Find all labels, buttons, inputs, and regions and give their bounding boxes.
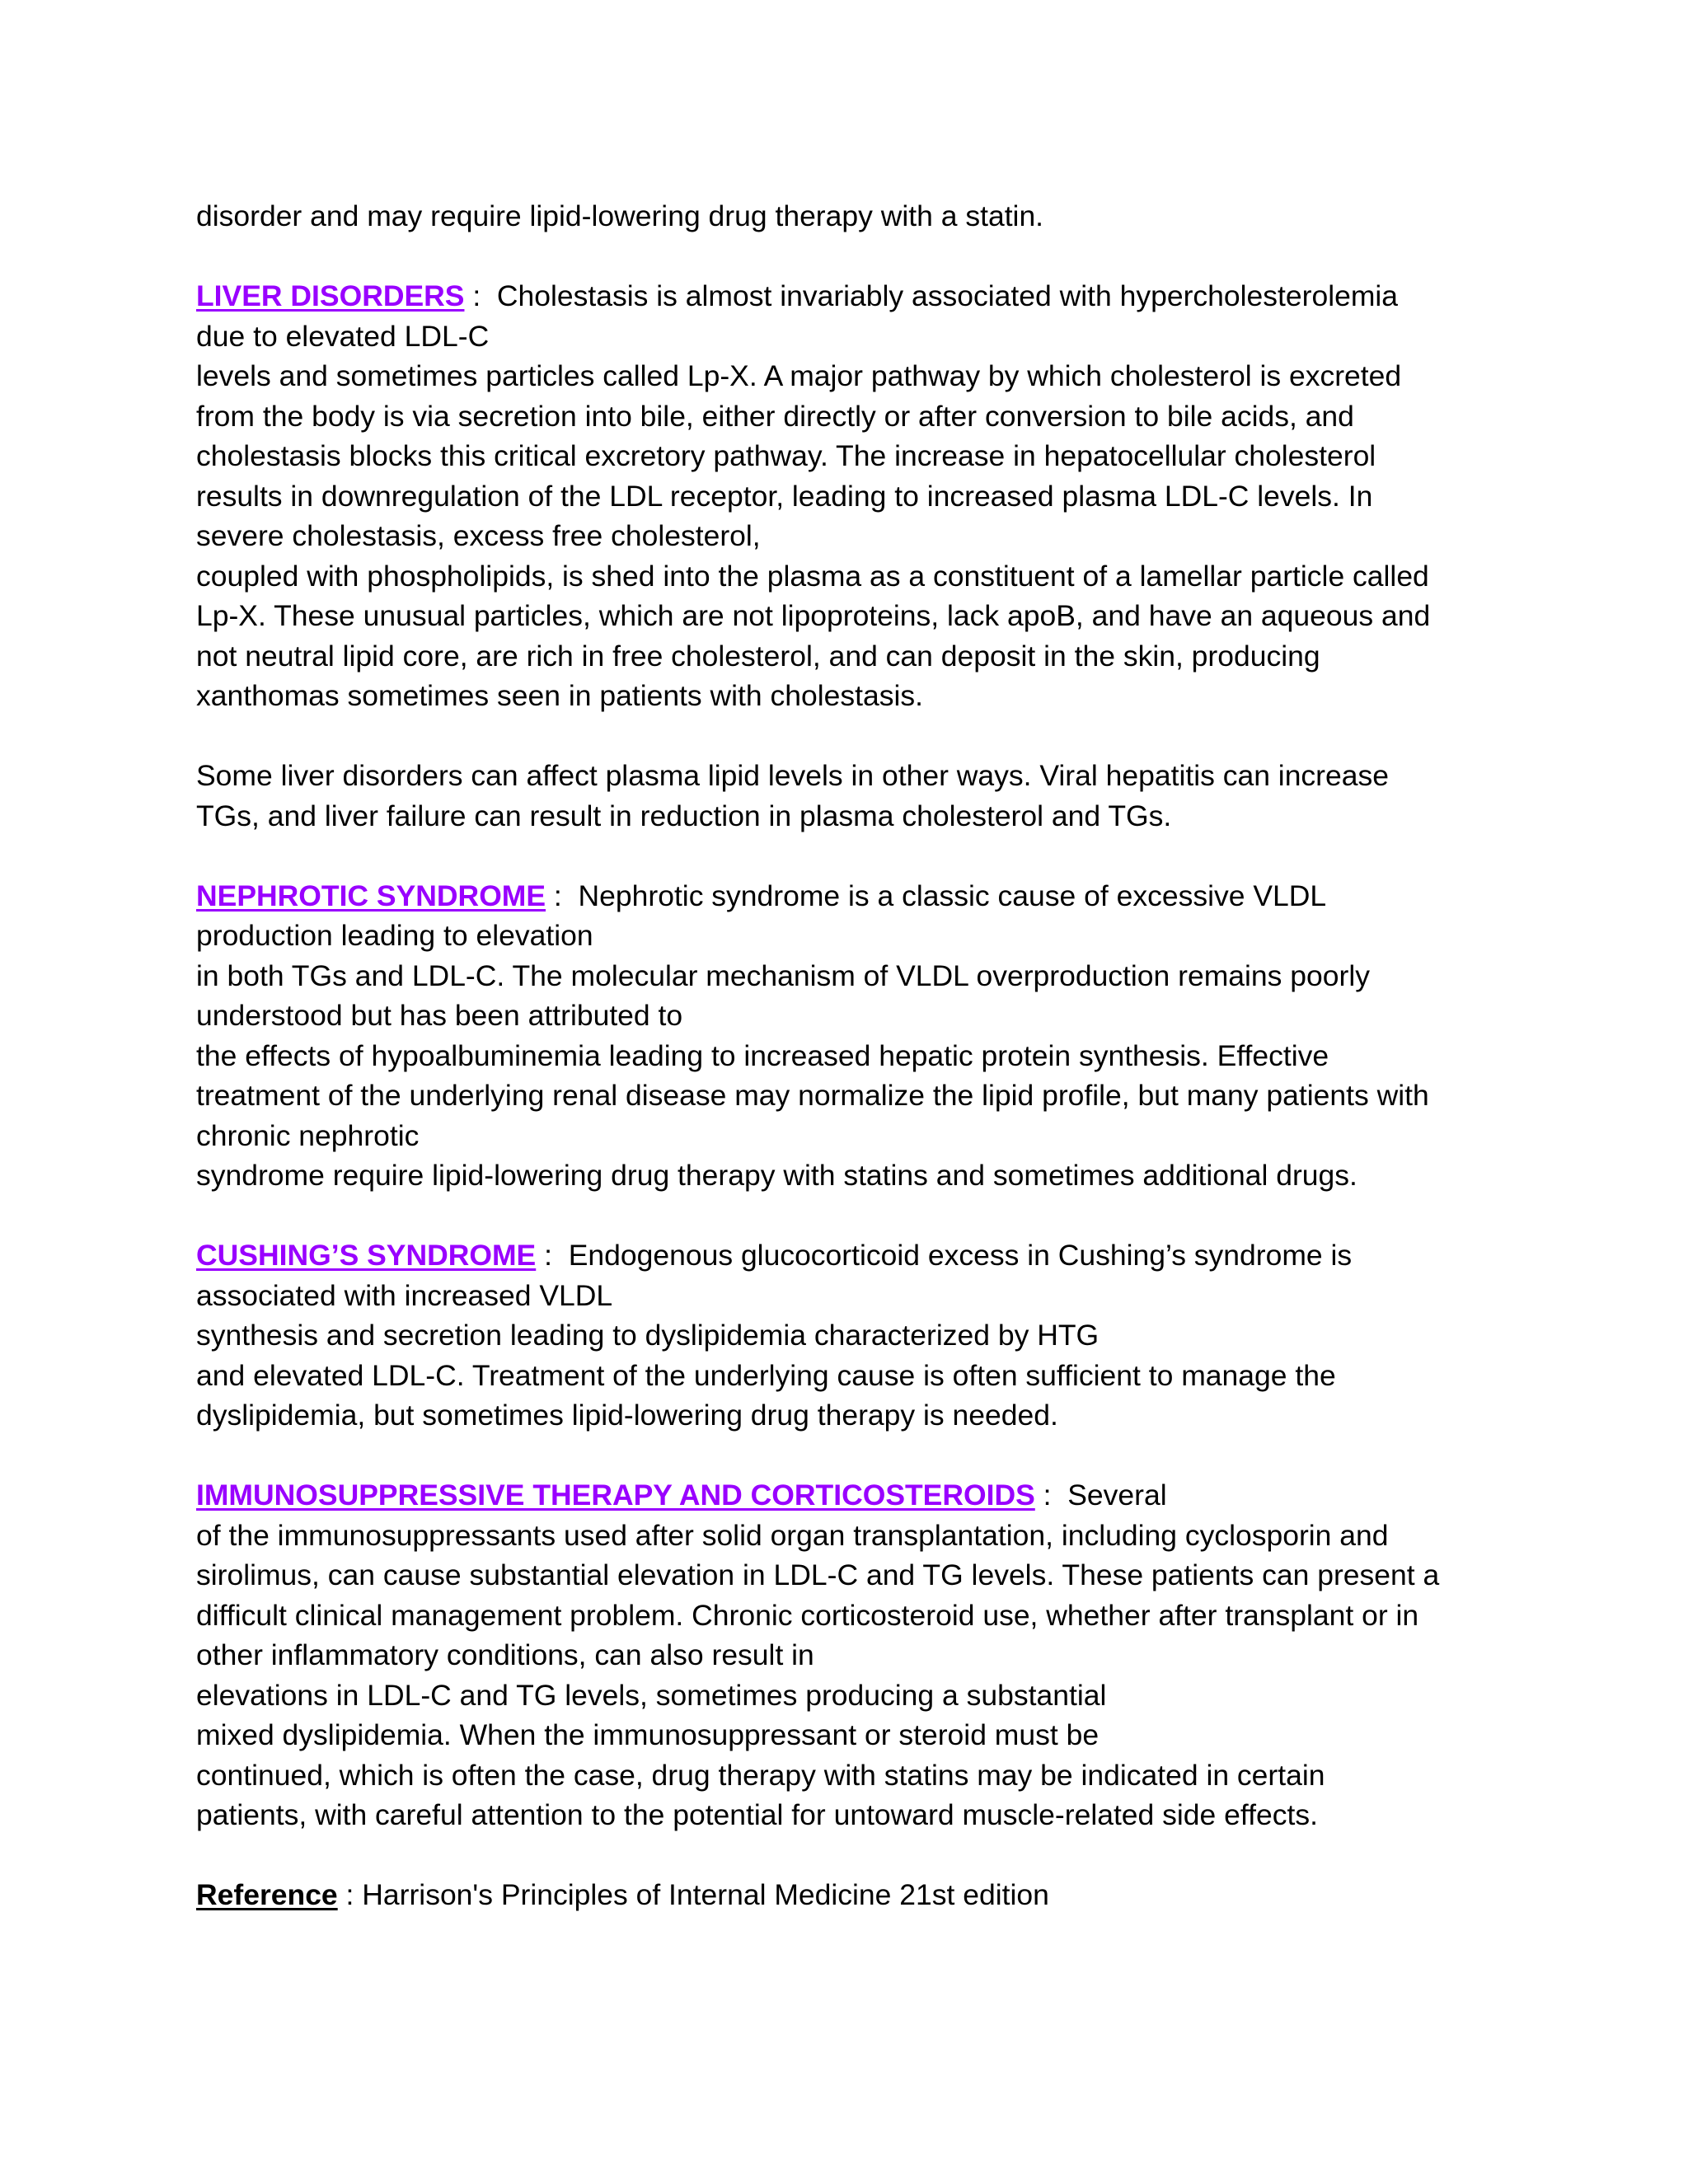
- nephrotic-text-line: Nephrotic syndrome is a classic cause of excessive VLDL: [578, 879, 1327, 912]
- liver-text-line: levels and sometimes particles called Lp-X. A major pathway by which cholesterol is excreted: [196, 359, 1402, 392]
- liver-disorders-heading-link[interactable]: LIVER DISORDERS: [196, 279, 465, 312]
- liver-text-line: due to elevated LDL-C: [196, 319, 490, 353]
- immuno-text-line: patients, with careful attention to the potential for untoward muscle-related side effects.: [196, 1798, 1318, 1831]
- cushing-text-line: Endogenous glucocorticoid excess in Cushing’s syndrome is: [568, 1239, 1353, 1272]
- immuno-text-line: mixed dyslipidemia. When the immunosuppressant or steroid must be: [196, 1718, 1100, 1751]
- nephrotic-syndrome-heading-link[interactable]: NEPHROTIC SYNDROME: [196, 879, 546, 912]
- nephrotic-heading-line: [196, 876, 1515, 916]
- cushing-text-line: synthesis and secretion leading to dyslipidemia characterized by HTG: [196, 1319, 1100, 1352]
- liver-text-line: Cholestasis is almost invariably associated with hypercholesterolemia: [496, 279, 1399, 312]
- nephrotic-text-line: treatment of the underlying renal disease may normalize the lipid profile, but many patients with: [196, 1079, 1429, 1112]
- immuno-text-line: other inflammatory conditions, can also result in: [196, 1638, 814, 1671]
- nephrotic-text-line: in both TGs and LDL-C. The molecular mechanism of VLDL overproduction remains poorly: [196, 958, 1370, 992]
- liver-text-line: cholestasis blocks this critical excretory pathway. The increase in hepatocellular cholesterol: [196, 439, 1376, 472]
- cushing-text-line: and elevated LDL-C. Treatment of the underlying cause is often sufficient to manage the: [196, 1358, 1336, 1392]
- immunosuppressive-therapy-heading-link[interactable]: IMMUNOSUPPRESSIVE THERAPY AND CORTICOSTEROIDS: [196, 1479, 1035, 1511]
- cushings-syndrome-heading-link[interactable]: CUSHING’S SYNDROME: [196, 1239, 537, 1272]
- reference-separator: :: [337, 1878, 363, 1911]
- liver-heading-line: [196, 276, 1515, 316]
- immuno-text-line: sirolimus, can cause substantial elevation in LDL-C and TG levels. These patients can present a: [196, 1558, 1440, 1591]
- paragraph-gap: [196, 1436, 1515, 1476]
- paragraph-gap: [196, 237, 1515, 277]
- nephrotic-text-line: the effects of hypoalbuminemia leading to increased hepatic protein synthesis. Effective: [196, 1038, 1329, 1072]
- immuno-text-line: continued, which is often the case, drug therapy with statins may be indicated in certain: [196, 1758, 1325, 1792]
- liver-text-line: not neutral lipid core, are rich in free cholesterol, and can deposit in the skin, producing: [196, 639, 1320, 673]
- paragraph-gap: [196, 716, 1515, 757]
- heading-separator: :: [546, 879, 579, 912]
- liver-extra-line: TGs, and liver failure can result in reduction in plasma cholesterol and TGs.: [196, 799, 1172, 832]
- liver-text-line: from the body is via secretion into bile, either directly or after conversion to bile acids, and: [196, 399, 1354, 433]
- immuno-text-line: elevations in LDL-C and TG levels, sometimes producing a substantial: [196, 1678, 1107, 1712]
- nephrotic-text-line: understood but has been attributed to: [196, 999, 683, 1032]
- liver-text-line: severe cholestasis, excess free cholesterol,: [196, 519, 761, 552]
- liver-extra-line: Some liver disorders can affect plasma lipid levels in other ways. Viral hepatitis can increase: [196, 759, 1389, 792]
- heading-separator: :: [1034, 1479, 1068, 1511]
- reference-line: [196, 1875, 1515, 1915]
- immuno-text-line: Several: [1067, 1479, 1167, 1511]
- cushing-text-line: associated with increased VLDL: [196, 1278, 613, 1312]
- intro-line: disorder and may require lipid-lowering drug therapy with a statin.: [196, 199, 1044, 232]
- immuno-text-line: of the immunosuppressants used after solid organ transplantation, including cyclosporin and: [196, 1518, 1389, 1552]
- paragraph-gap: [196, 836, 1515, 876]
- cushing-text-line: dyslipidemia, but sometimes lipid-lowering drug therapy is needed.: [196, 1399, 1058, 1432]
- nephrotic-text-line: syndrome require lipid-lowering drug therapy with statins and sometimes additional drugs.: [196, 1159, 1357, 1192]
- liver-text-line: Lp-X. These unusual particles, which are not lipoproteins, lack apoB, and have an aqueous and: [196, 599, 1431, 632]
- heading-separator: :: [536, 1239, 569, 1272]
- nephrotic-text-line: chronic nephrotic: [196, 1118, 420, 1152]
- immuno-heading-line: [196, 1475, 1515, 1516]
- cushing-heading-line: [196, 1235, 1515, 1276]
- liver-text-line: xanthomas sometimes seen in patients with cholestasis.: [196, 679, 924, 712]
- liver-text-line: coupled with phospholipids, is shed into the plasma as a constituent of a lamellar particle called: [196, 559, 1429, 593]
- liver-text-line: results in downregulation of the LDL receptor, leading to increased plasma LDL-C levels. In: [196, 479, 1373, 513]
- paragraph-gap: [196, 1196, 1515, 1236]
- heading-separator: :: [464, 279, 497, 312]
- paragraph-gap: [196, 1835, 1515, 1876]
- reference-label: Reference: [196, 1878, 338, 1911]
- document-page: [196, 196, 1515, 1915]
- nephrotic-text-line: production leading to elevation: [196, 919, 593, 952]
- reference-text: Harrison's Principles of Internal Medicine 21st edition: [362, 1878, 1049, 1911]
- immuno-text-line: difficult clinical management problem. Chronic corticosteroid use, whether after transplant or in: [196, 1598, 1419, 1632]
